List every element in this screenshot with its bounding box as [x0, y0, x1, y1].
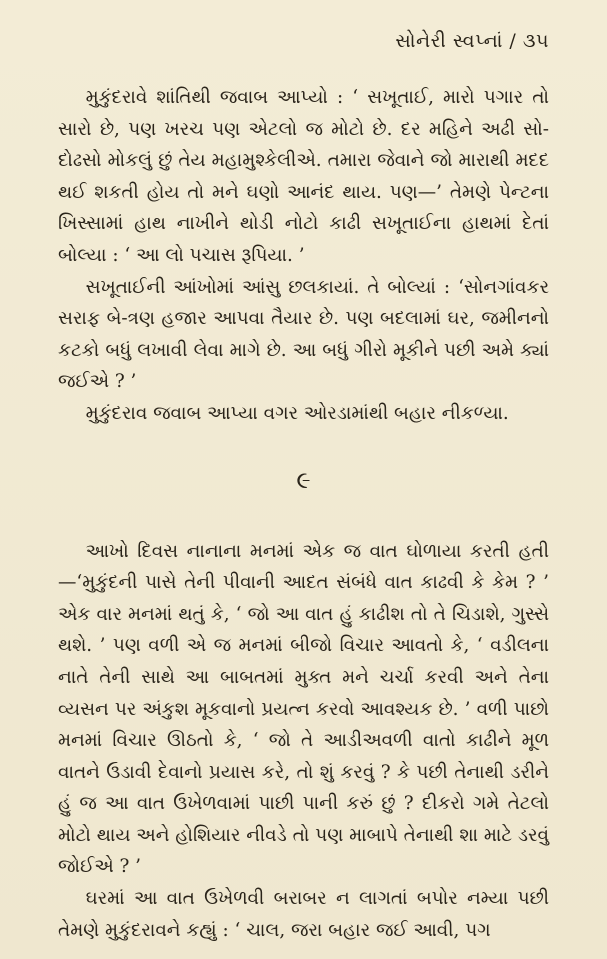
paragraph: આખો દિવસ નાનાના મનમાં એક જ વાત ઘોળાયા કરતી હતી—‘મુકુંદની પાસે તેની પીવાની આદત સંબંધે વાત કાઢવી કે કેમ ? ’ એક વાર મનમાં થતું કે, ‘ જો આ વાત હું કાઢીશ તો તે ચિડાશે, ગુસ્સે થશે. ’ પણ વળી એ જ મનમાં બીજો વિચાર આવતો કે, ‘ વડીલના નાતે તેની સાથે આ બાબતમાં મુક્ત મને ચર્ચા કરવી અને તેના વ્યસન પર અંકુશ મૂકવાનો પ્રયત્ન કરવો આવશ્યક છે. ’ વળી પાછો મનમાં વિચાર ઊઠતો કે, ‘ જો તે આડીઅવળી વાતો કાઢીને મૂળ વાતને ઉડાવી દેવાનો પ્રયાસ કરે, તો શું કરવું ? કે પછી તેનાથી ડરીને હું જ આ વાત ઉખેળવામાં પાછી પાની કરું છું ? દીકરો ગમે તેટલો મોટો થાય અને હોશિયાર નીવડે તો પણ માબાપે તેનાથી શા માટે ડરવું જોઈએ ? ’ — [58, 540, 549, 878]
paragraph: સખૂતાઈની આંખોમાં આંસુ છલકાયાં. તે બોલ્યાં : ‘સોનગાંવકર સરાફ બે-ત્રણ હજાર આપવા તૈયાર છે. પણ બદલામાં ઘર, જમીનનો કટકો બધું લખાવી લેવા માગે છે. આ બધું ગીરો મૂકીને પછી અમે ક્યાં જઈએ ? ’ — [58, 276, 549, 393]
paragraph: ઘરમાં આ વાત ઉખેળવી બરાબર ન લાગતાં બપોર નમ્યા પછી તેમણે મુકુંદરાવને કહ્યું : ‘ ચાલ, જરા બહાર જઈ આવી, પગ — [58, 888, 549, 941]
running-header: સોનેરી સ્વપ્નાં / ૩૫ — [395, 30, 549, 52]
paragraph: મુકુંદરાવ જવાબ આપ્યા વગર ઓરડામાંથી બહાર નીકળ્યા. — [85, 402, 509, 424]
paragraph: મુકુંદરાવે શાંતિથી જવાબ આપ્યો : ‘ સખૂતાઈ, મારો પગાર તો સારો છે, પણ ખરચ પણ એટલો જ મોટો છે. દર મહિને અઢી સો-દોઢસો મોકલું છું તેય મહામુશ્કેલીએ. તમારા જેવાને જો મારાથી મદદ થઈ શકતી હોય તો મને ઘણો આનંદ થાય. પણ—’ તેમણે પેન્ટના ખિસ્સામાં હાથ નાખીને થોડી નોટો કાઢી સખૂતાઈના હાથમાં દેતાં બોલ્યા : ‘ આ લો પચાસ રૂપિયા. ’ — [58, 87, 549, 266]
section-number: ૯ — [296, 465, 311, 494]
